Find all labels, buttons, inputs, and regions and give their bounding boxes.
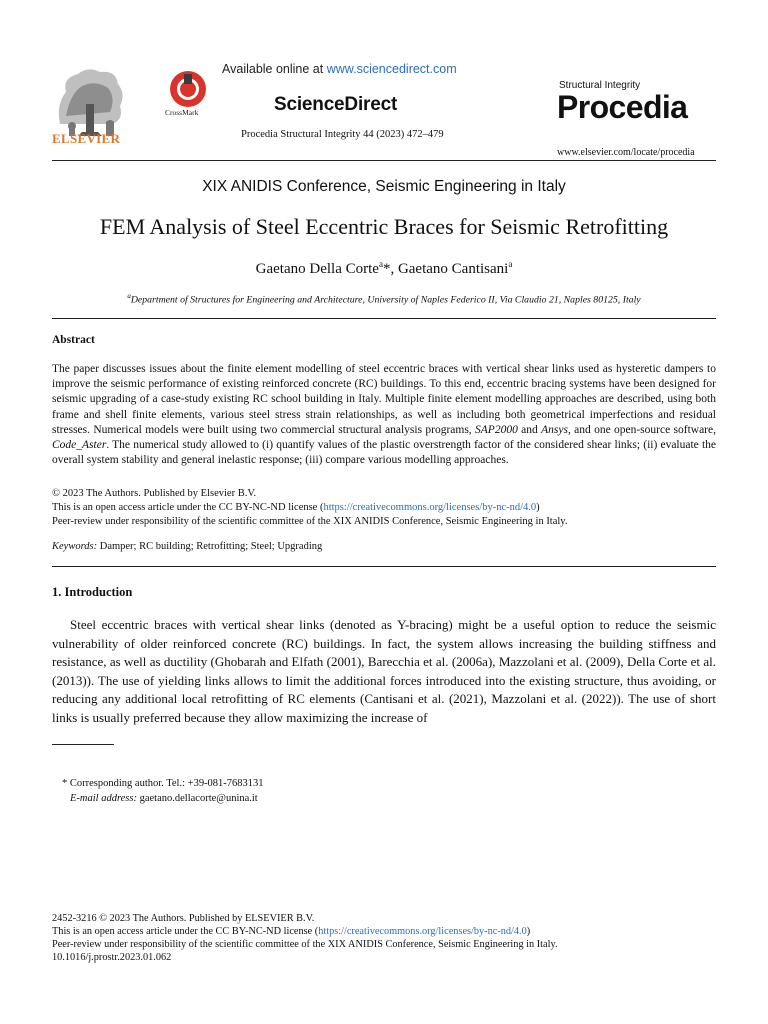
available-prefix: Available online at (222, 62, 327, 76)
introduction-paragraph: Steel eccentric braces with vertical shear links (denoted as Y-bracing) might be a useful option to reduce the seismic vulnerability of older reinforced concrete (RC) buildings. In fact, the system allows increasing the building stiffness and resistance, as well as ductility (Ghobarah and Elfath (2001), Barecchia et al. (2006a), Mazzolani et al. (2009), Della Corte et al. (2013)). The use of yielding links allows to limit the additional forces introduced into the existing structure, thus avoiding, or reducing any additional local retrofitting of RC elements (Cantisani et al. (2021), Mazzolani et al. (2022)). The use of short links is usually preferred because they allow maximizing the increase of (52, 617, 716, 725)
abstract-text-part: and (517, 423, 542, 436)
sciencedirect-url-link[interactable]: www.sciencedirect.com (326, 62, 457, 76)
affiliation-text: Department of Structures for Engineering and Architecture, University of Naples Federico II, Via Claudio 21, Naples 80125, Italy (130, 294, 641, 306)
available-online-line (222, 62, 482, 76)
bottom-peer-review-line: Peer-review under responsibility of the scientific committee of the XIX ANIDIS Conference, Seismic Engineering in Italy. (52, 939, 558, 950)
affiliation (0, 292, 768, 305)
elsevier-wordmark: ELSEVIER (52, 131, 121, 146)
license-line (52, 502, 540, 513)
sciencedirect-wordmark: ScienceDirect (274, 94, 398, 115)
abstract-heading: Abstract (52, 334, 95, 346)
keywords-label: Keywords: (52, 541, 98, 552)
footnote-rule (52, 744, 114, 745)
email-label: E-mail address: (70, 793, 137, 804)
author-2: Gaetano Cantisani (397, 261, 509, 277)
abstract-bottom-rule (52, 566, 716, 567)
software-sap2000: SAP2000 (475, 423, 518, 436)
corresponding-author-note: * Corresponding author. Tel.: +39-081-7683131 (62, 778, 264, 789)
abstract-text-part: , and one open-source software, (567, 423, 716, 436)
license-url-link[interactable]: https://creativecommons.org/licenses/by-nc-nd/4.0 (323, 502, 537, 513)
peer-review-line: Peer-review under responsibility of the scientific committee of the XIX ANIDIS Conference, Seismic Engineering in Italy. (52, 516, 568, 527)
bottom-license-prefix: This is an open access article under the CC BY-NC-ND license ( (52, 926, 319, 937)
abstract-top-rule (52, 318, 716, 319)
procedia-subtitle: Structural Integrity (559, 80, 641, 91)
email-address[interactable]: gaetano.dellacorte@unina.it (136, 793, 258, 804)
author-2-affiliation: a (508, 259, 513, 269)
author-1: Gaetano Della Corte (255, 261, 379, 277)
license-suffix: ) (536, 502, 540, 513)
conference-name: XIX ANIDIS Conference, Seismic Engineering in Italy (202, 178, 566, 195)
abstract-text-part: The paper discusses issues about the finite element modelling of steel eccentric braces with vertical shear links used as hysteretic dampers to improve the seismic performance of existing reinforced concrete (RC) buildings. To this end, eccentric bracing systems have been designed for seismic upgrading of a case-study existing RC school building in Italy. Multiple finite element modelling approaches are described, using both frame and shell finite elements, various steel stress strain relationships, as well as including both geometrical imperfections and residual stresses. Numerical models were built using two commercial structural analysis programs, (52, 363, 716, 436)
author-1-affiliation: a (378, 259, 383, 269)
elsevier-locate-url[interactable]: www.elsevier.com/locate/procedia (557, 147, 695, 158)
license-prefix: This is an open access article under the CC BY-NC-ND license ( (52, 502, 324, 513)
keywords-line (52, 541, 322, 552)
paper-title: FEM Analysis of Steel Eccentric Braces for Seismic Retrofitting (99, 214, 669, 239)
crossmark-label: CrossMark (165, 108, 199, 117)
header-divider (52, 160, 716, 161)
bottom-license-line (52, 926, 530, 937)
copyright-line: © 2023 The Authors. Published by Elsevier B.V. (52, 488, 257, 499)
keywords-list: Damper; RC building; Retrofitting; Steel; Upgrading (97, 541, 323, 552)
abstract-body (52, 362, 716, 468)
doi-line[interactable]: 10.1016/j.prostr.2023.01.062 (52, 952, 172, 963)
corresponding-mark: * (382, 261, 391, 277)
software-code-aster: Code_Aster (52, 439, 107, 452)
abstract-text-part: . The numerical study allowed to (i) quantify values of the plastic overstrength factor of the considered shear links; (ii) evaluate the overall system stability and general inelastic response; (iii) compare various modelling approaches. (52, 439, 716, 467)
author-list (0, 259, 768, 278)
procedia-wordmark: Procedia (557, 89, 688, 125)
affiliation-mark: a (127, 292, 131, 300)
issn-line: 2452-3216 © 2023 The Authors. Published by ELSEVIER B.V. (52, 913, 315, 924)
bottom-license-url-link[interactable]: https://creativecommons.org/licenses/by-nc-nd/4.0 (318, 926, 527, 937)
journal-reference: Procedia Structural Integrity 44 (2023) 472–479 (241, 129, 444, 140)
author-separator: , (390, 261, 398, 277)
software-ansys: Ansys (541, 423, 568, 436)
bottom-license-suffix: ) (526, 926, 531, 937)
section-heading-introduction: 1. Introduction (52, 585, 133, 599)
email-note (70, 793, 258, 804)
